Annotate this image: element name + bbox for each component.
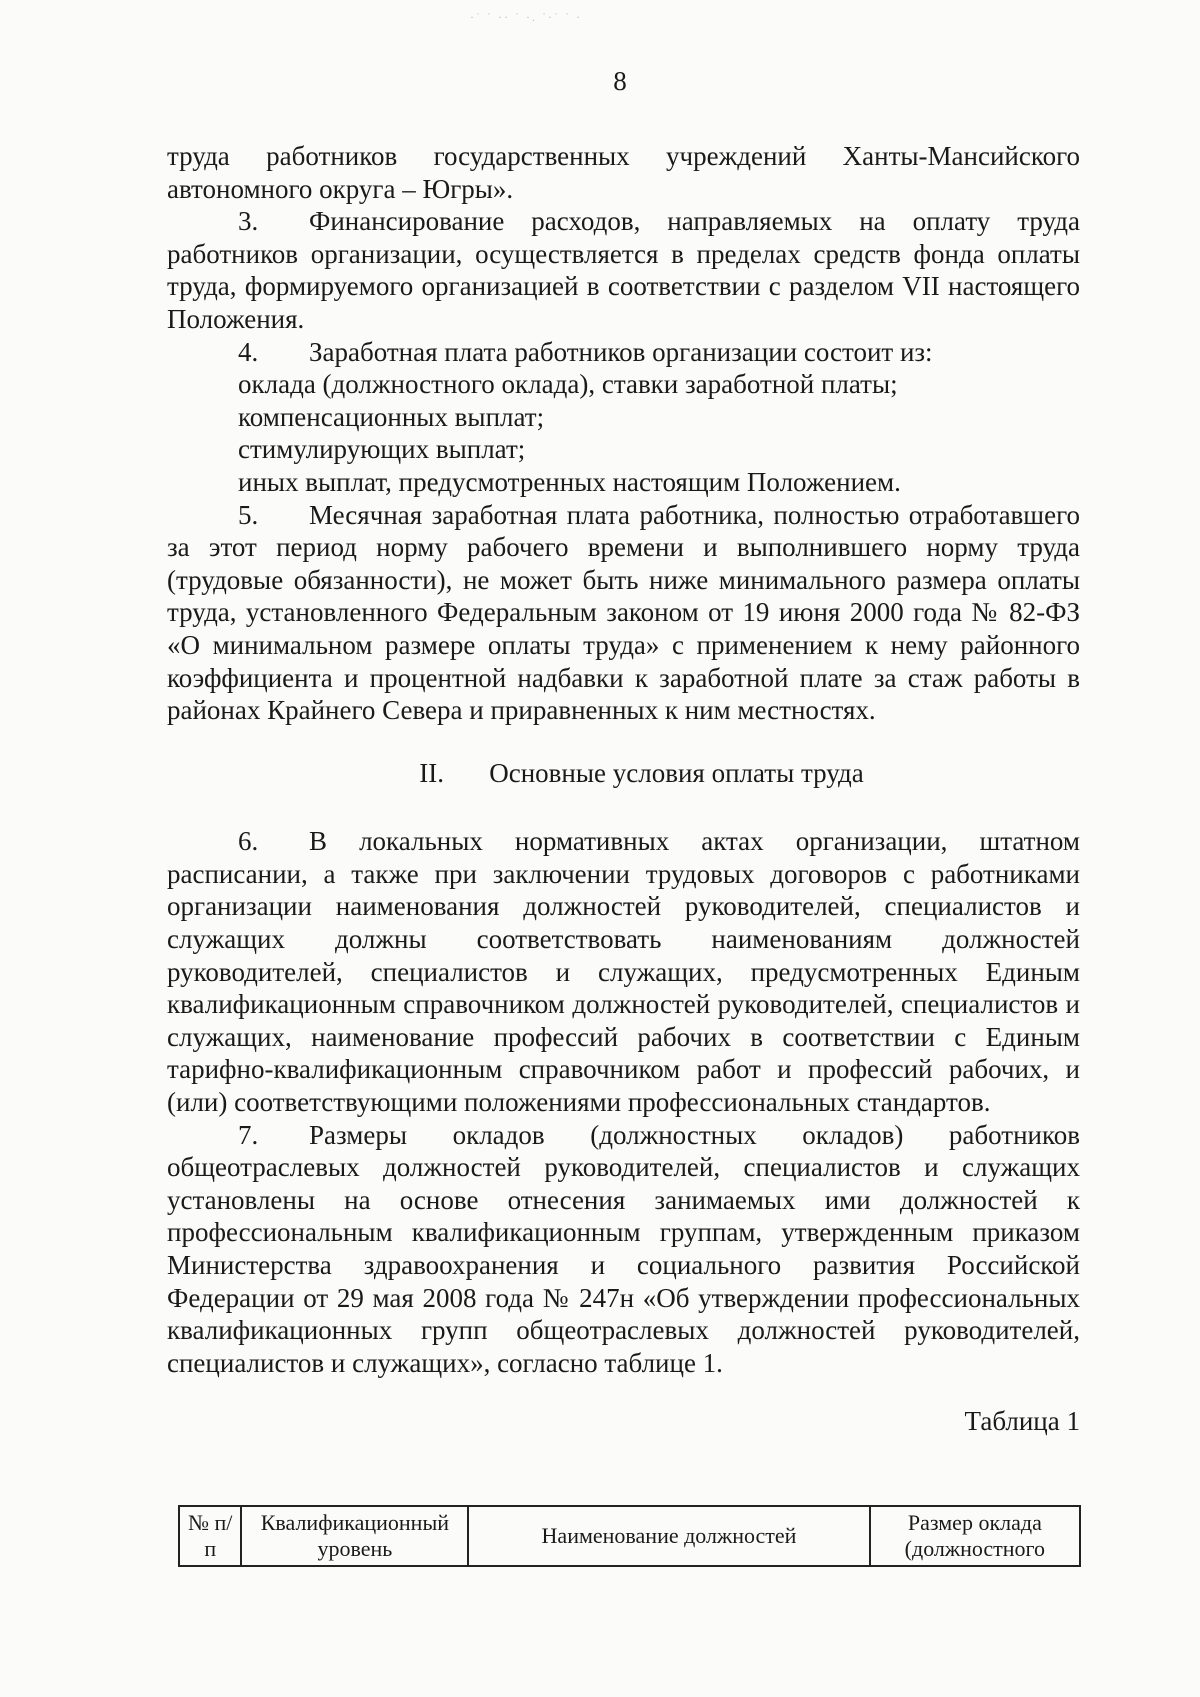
item-text: В локальных нормативных актах организации, штатном расписании, а также при заключении трудовых договоров с работниками организации наименования должностей руководителей, специалистов и служащих должны соответствовать наименованиям должностей руководителей, специалистов и служащих, предусмотренных Единым квалификационным справочником должностей руководителей, специалистов и служащих, наименование профессий рабочих в соответствии с Единым тарифно-квалификационным справочником работ и профессий рабочих, и (или) соответствующими положениями профессиональных стандартов. bbox=[167, 826, 1080, 1118]
item-text: Финансирование расходов, направляемых на оплату труда работников организации, осуществляется в пределах средств фонда оплаты труда, формируемого организацией в соответствии с разделом VII настоящего Положения. bbox=[167, 206, 1080, 334]
table-header-row bbox=[179, 1506, 1080, 1566]
item-7 bbox=[167, 1119, 1080, 1380]
list-item: компенсационных выплат; bbox=[238, 401, 545, 432]
item-text: Размеры окладов (должностных окладов) работников общеотраслевых должностей руководителей, специалистов и служащих установлены на основе отнесения занимаемых ими должностей к профессиональным квалификационным группам, утвержденным приказом Министерства здравоохранения и социального развития Российской Федерации от 29 мая 2008 года № 247н «Об утверждении профессиональных квалификационных групп общеотраслевых должностей руководителей, специалистов и служащих», согласно таблице 1. bbox=[167, 1119, 1080, 1378]
list-item: стимулирующих выплат; bbox=[238, 434, 526, 465]
item-number: 7. bbox=[238, 1119, 259, 1150]
section-title: Основные условия оплаты труда bbox=[489, 757, 864, 788]
item-number: 5. bbox=[238, 499, 259, 530]
header-salary: Размер оклада (должностного bbox=[870, 1506, 1080, 1566]
document-body bbox=[167, 140, 1080, 1465]
item-number: 4. bbox=[238, 336, 259, 367]
item-4 bbox=[167, 336, 1080, 369]
item-6 bbox=[167, 825, 1080, 1118]
section-number: II. bbox=[419, 757, 444, 788]
item-5 bbox=[167, 499, 1080, 727]
section-heading bbox=[167, 757, 1080, 790]
header-name: Наименование должностей bbox=[468, 1506, 869, 1566]
header-level: Квалификационный уровень bbox=[241, 1506, 468, 1566]
table-caption: Таблица 1 bbox=[964, 1406, 1080, 1437]
list-item: иных выплат, предусмотренных настоящим Положением. bbox=[238, 466, 901, 497]
item-3 bbox=[167, 205, 1080, 335]
item-number: 3. bbox=[238, 206, 259, 237]
item-number: 6. bbox=[238, 826, 259, 857]
header-num: № п/п bbox=[179, 1506, 241, 1566]
salary-table bbox=[178, 1505, 1081, 1567]
item-text: Заработная плата работников организации состоит из: bbox=[309, 336, 933, 367]
list-item: оклада (должностного оклада), ставки заработной платы; bbox=[238, 369, 898, 400]
item-text: Месячная заработная плата работника, полностью отработавшего за этот период норму рабочего времени и выполнившего норму труда (трудовые обязанности), не может быть ниже минимального размера оплаты труда, установленного Федеральным законом от 19 июня 2000 года № 82-ФЗ «О минимальном размере оплаты труда» с применением к нему районного коэффициента и процентной надбавки к заработной плате за стаж работы в районах Крайнего Севера и приравненных к ним местностях. bbox=[167, 499, 1080, 726]
intro-paragraph: труда работников государственных учреждений Ханты-Мансийского автономного округа – Югры». bbox=[167, 141, 1080, 204]
scan-artifacts: ·˙ ˙ ·· ˙ ·. ˙·˙ ˙ · bbox=[470, 10, 582, 24]
page-number: 8 bbox=[613, 66, 627, 96]
